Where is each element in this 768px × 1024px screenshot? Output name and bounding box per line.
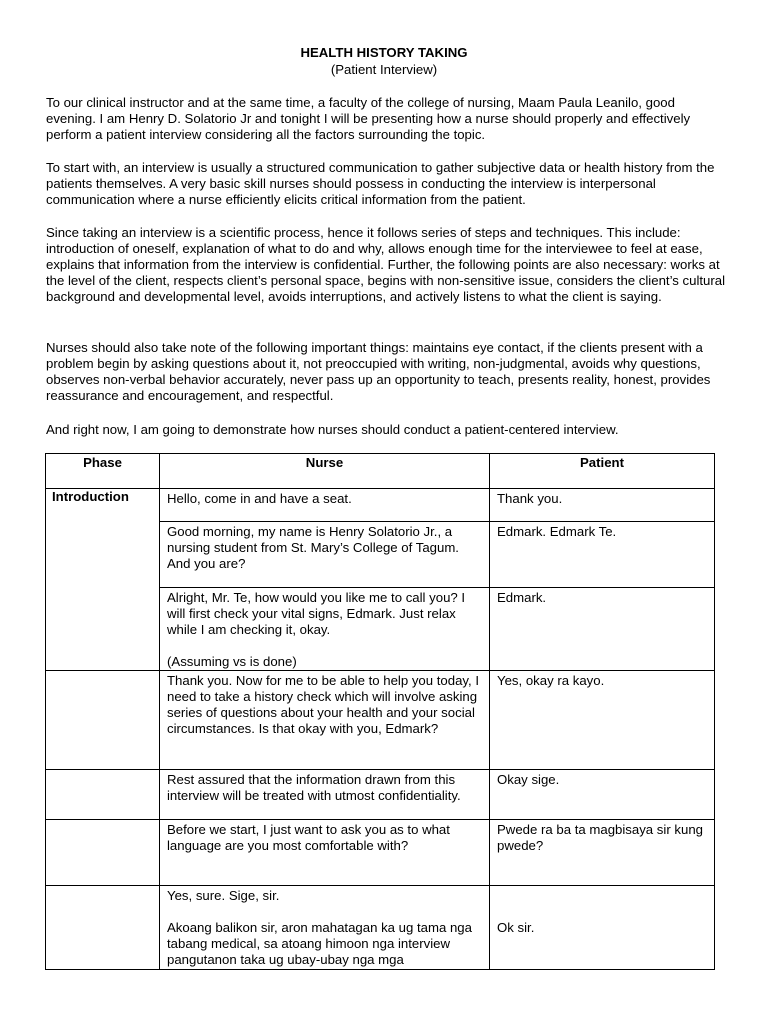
table-row	[46, 886, 715, 970]
phase-empty-cell	[46, 886, 160, 970]
table-header-row	[46, 454, 715, 489]
phase-cell	[46, 489, 160, 671]
table-row	[46, 671, 715, 770]
paragraph-greeting: To our clinical instructor and at the same time, a faculty of the college of nursing, Maam Paula Leanilo, good evening. I am Henry D. Solatorio Jr and tonight I will be presenting how a nurse should properly and effectively perform a patient interview considering all the factors surrounding the topic.	[46, 95, 691, 142]
patient-cell: Edmark.	[490, 588, 715, 671]
nurse-cell: Before we start, I just want to ask you as to what language are you most comfortable with?	[160, 820, 490, 886]
phase-empty-cell	[46, 770, 160, 820]
nurse-cell: Rest assured that the information drawn from this interview will be treated with utmost confidentiality.	[160, 770, 490, 820]
paragraph-process: Since taking an interview is a scientific process, hence it follows series of steps and techniques. This include: introduction of oneself, explanation of what to do and why, allows enough time for the interviewee to feel at ease, explains that information from the interview is confidential. Further, the following points are also necessary: works at the level of the client, respects client’s personal space, begins with non-sensitive issue, considers the client’s cultural background and developmental level, avoids interruptions, and actively listens to what the client is saying.	[46, 225, 726, 304]
paragraph-demonstration: And right now, I am going to demonstrate how nurses should conduct a patient-centered interview.	[46, 422, 619, 437]
nurse-cell: Hello, come in and have a seat.	[160, 489, 490, 522]
document-title: HEALTH HISTORY TAKING	[300, 45, 468, 60]
patient-cell: Okay sige.	[490, 770, 715, 820]
nurse-note: Akoang balikon sir, aron mahatagan ka ug tama nga tabang medical, sa atoang himoon nga interview pangutanon taka ug ubay-ubay nga mga	[167, 920, 472, 967]
nurse-line: Yes, sure. Sige, sir.	[167, 888, 280, 903]
nurse-line: Alright, Mr. Te, how would you like me to call you? I will first check your vital signs, Edmark. Just relax while I am checking it, okay.	[167, 590, 466, 637]
table-row	[46, 489, 715, 522]
header-phase: Phase	[46, 454, 160, 489]
table-row	[46, 770, 715, 820]
header-nurse: Nurse	[160, 454, 490, 489]
patient-cell: Pwede ra ba ta magbisaya sir kung pwede?	[490, 820, 715, 886]
document-subtitle: (Patient Interview)	[330, 62, 438, 77]
phase-label: Introduction	[52, 489, 129, 504]
nurse-cell: Good morning, my name is Henry Solatorio Jr., a nursing student from St. Mary’s College of Tagum. And you are?	[160, 522, 490, 588]
patient-cell: Thank you.	[490, 489, 715, 522]
patient-cell: Yes, okay ra kayo.	[490, 671, 715, 770]
table-row	[46, 820, 715, 886]
phase-empty-cell	[46, 671, 160, 770]
nurse-cell: Thank you. Now for me to be able to help you today, I need to take a history check which will involve asking series of questions about your health and your social circumstances. Is that okay with you, Edmark?	[160, 671, 490, 770]
paragraph-notes: Nurses should also take note of the following important things: maintains eye contact, if the clients present with a problem begin by asking questions about it, not preoccupied with writing, non-judgmental, avoids why questions, observes non-verbal behavior accurately, never pass up an opportunity to teach, presents reality, honest, provides reassurance and encouragement, and respectful.	[46, 340, 711, 403]
patient-cell: Ok sir.	[490, 886, 715, 970]
paragraph-definition: To start with, an interview is usually a structured communication to gather subjective data or health history from the patients themselves. A very basic skill nurses should possess in conducting the interview is interpersonal communication where a nurse efficiently elicits critical information from the patient.	[46, 160, 715, 207]
header-patient: Patient	[490, 454, 715, 489]
nurse-cell	[160, 886, 490, 970]
nurse-cell	[160, 588, 490, 671]
phase-empty-cell	[46, 820, 160, 886]
patient-cell: Edmark. Edmark Te.	[490, 522, 715, 588]
interview-table	[45, 453, 715, 970]
nurse-note: (Assuming vs is done)	[167, 654, 297, 669]
